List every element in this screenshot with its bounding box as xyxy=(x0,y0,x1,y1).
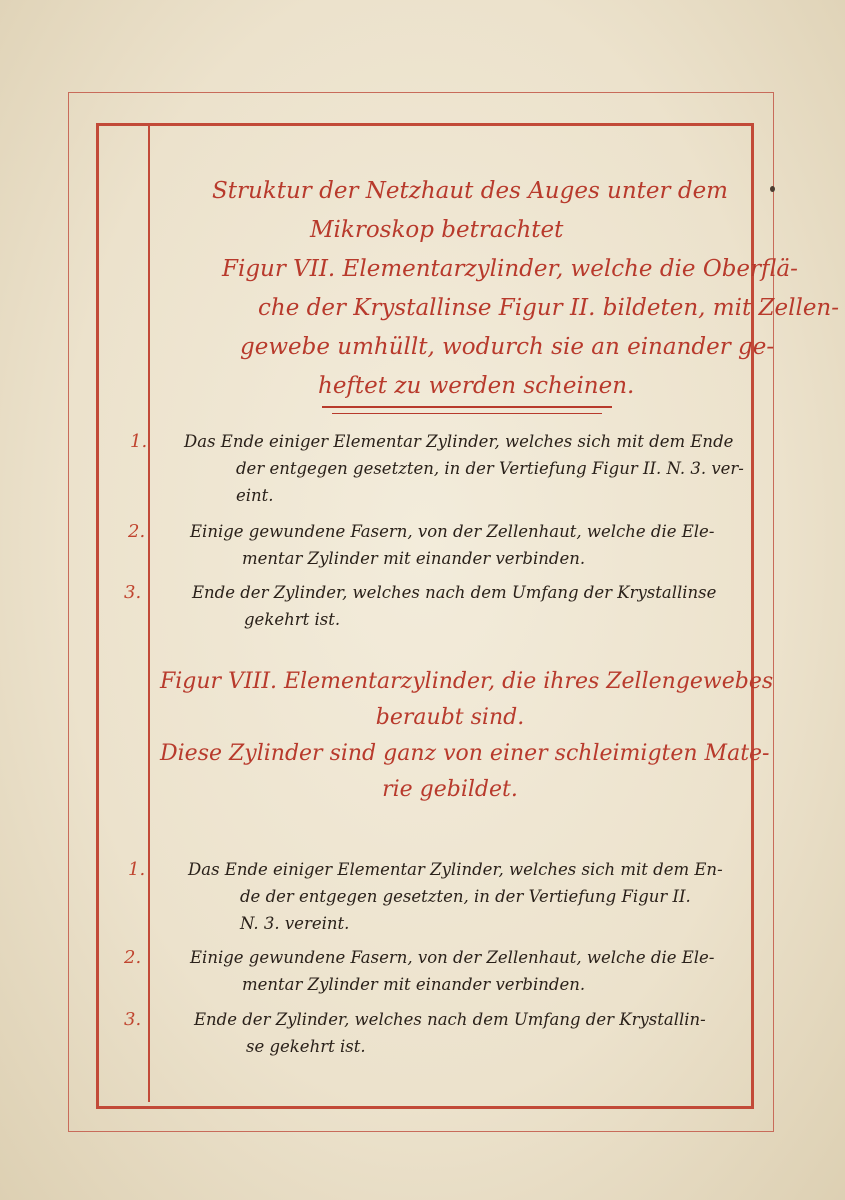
item-line: mentar Zylinder mit einander verbinden. xyxy=(242,549,586,568)
item-line: Einige gewundene Fasern, von der Zellenhaut, welche die Ele- xyxy=(190,522,715,541)
heading-line: Figur VIII. Elementarzylinder, die ihres Zellengewebes xyxy=(160,669,774,694)
item-line: eint. xyxy=(236,486,274,505)
title-underline xyxy=(322,406,612,408)
title-line: che der Krystallinse Figur II. bildeten, mit Zellen- xyxy=(258,295,840,321)
heading-line: beraubt sind. xyxy=(375,705,525,730)
item-line: de der entgegen gesetzten, in der Vertiefung Figur II. xyxy=(240,887,691,906)
item-line: se gekehrt ist. xyxy=(246,1037,366,1056)
item-text xyxy=(188,856,758,937)
item-line: mentar Zylinder mit einander verbinden. xyxy=(242,975,586,994)
item-number: 2. xyxy=(124,947,142,968)
item-line: Das Ende einiger Elementar Zylinder, welches sich mit dem Ende xyxy=(184,432,734,451)
title-line: gewebe umhüllt, wodurch sie an einander ge- xyxy=(240,334,775,360)
item-number: 1. xyxy=(128,859,146,880)
item-line: der entgegen gesetzten, in der Vertiefung Figur II. N. 3. ver- xyxy=(236,459,744,478)
title-underline xyxy=(332,413,602,414)
item-line: gekehrt ist. xyxy=(244,610,341,629)
item-number: 2. xyxy=(128,521,146,542)
item-text xyxy=(190,518,760,572)
heading-line: rie gebildet. xyxy=(382,777,518,802)
heading-line: Diese Zylinder sind ganz von einer schleimigten Mate- xyxy=(160,741,770,766)
title-line: Struktur der Netzhaut des Auges unter dem xyxy=(212,178,728,204)
item-text xyxy=(184,428,754,509)
item-text xyxy=(192,579,762,633)
section-heading xyxy=(160,664,774,808)
item-line: Einige gewundene Fasern, von der Zellenhaut, welche die Ele- xyxy=(190,948,715,967)
item-text xyxy=(190,944,760,998)
title-line: Mikroskop betrachtet xyxy=(310,217,564,243)
title-line: heftet zu werden scheinen. xyxy=(318,373,635,399)
item-line: N. 3. vereint. xyxy=(240,914,350,933)
item-line: Das Ende einiger Elementar Zylinder, welches sich mit dem En- xyxy=(188,860,723,879)
item-number: 3. xyxy=(124,582,142,603)
item-text xyxy=(194,1006,764,1060)
ink-spot xyxy=(770,186,775,192)
page-title xyxy=(200,172,840,406)
item-line: Ende der Zylinder, welches nach dem Umfang der Krystallinse xyxy=(192,583,717,602)
item-number: 1. xyxy=(130,431,148,452)
title-line: Figur VII. Elementarzylinder, welche die Oberflä- xyxy=(222,256,798,282)
item-line: Ende der Zylinder, welches nach dem Umfang der Krystallin- xyxy=(194,1010,706,1029)
item-number: 3. xyxy=(124,1009,142,1030)
